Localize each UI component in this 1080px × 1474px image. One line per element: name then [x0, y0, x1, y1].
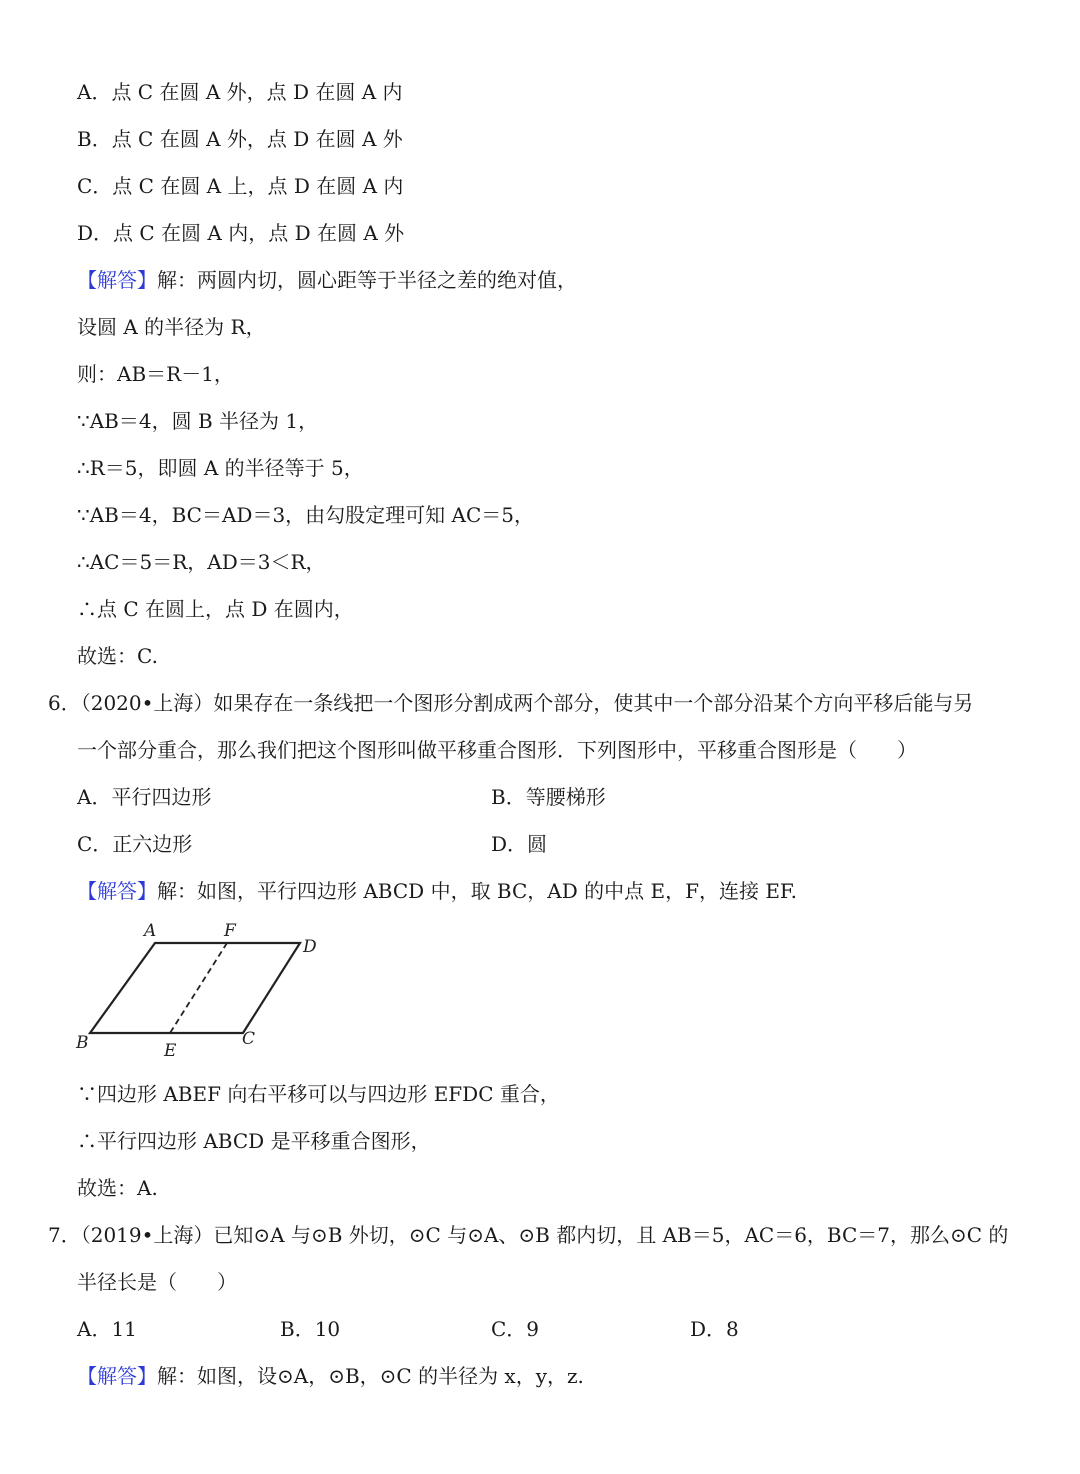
parallelogram-figure	[70, 918, 330, 1058]
q6-option-d: D．圆	[491, 832, 548, 856]
label-e: E	[164, 1041, 177, 1058]
parallelogram-abcd	[90, 943, 300, 1033]
label-d: D	[303, 937, 317, 957]
label-a: A	[144, 921, 157, 941]
solution-text: 解：如图，平行四边形 ABCD 中，取 BC，AD 的中点 E，F，连接 EF.	[157, 879, 798, 903]
q5-solution-line-5: ∴R＝5，即圆 A 的半径等于 5，	[77, 456, 364, 480]
q7-stem-line-1: 7．（2019•上海）已知⊙A 与⊙B 外切，⊙C 与⊙A、⊙B 都内切，且 AB＝5，AC＝6，BC＝7，那么⊙C 的	[48, 1223, 1009, 1247]
q5-solution-line-9: 故选：C.	[77, 644, 158, 668]
q6-solution-line-2: ∵四边形 ABEF 向右平移可以与四边形 EFDC 重合，	[77, 1082, 560, 1106]
q6-solution-line-3: ∴平行四边形 ABCD 是平移重合图形，	[77, 1129, 431, 1153]
q7-option-c: C．9	[491, 1317, 540, 1341]
q5-solution-line-3: 则：AB＝R－1，	[77, 362, 234, 386]
q5-solution-line-1	[77, 266, 577, 294]
q7-option-b: B．10	[280, 1317, 341, 1341]
q7-option-d: D．8	[690, 1317, 739, 1341]
solution-text: 解：如图，设⊙A，⊙B，⊙C 的半径为 x，y，z.	[157, 1364, 584, 1388]
solution-text: 解：两圆内切，圆心距等于半径之差的绝对值，	[157, 268, 577, 292]
q5-solution-line-2: 设圆 A 的半径为 R，	[77, 315, 266, 339]
q6-solution-line-4: 故选：A.	[77, 1176, 158, 1200]
answer-tag: 【解答】	[77, 268, 157, 292]
label-b: B	[76, 1033, 89, 1053]
q5-option-c: C．点 C 在圆 A 上，点 D 在圆 A 内	[77, 174, 404, 198]
q5-solution-line-8: ∴点 C 在圆上，点 D 在圆内，	[77, 597, 354, 621]
q7-option-a: A．11	[77, 1317, 137, 1341]
answer-tag: 【解答】	[77, 1364, 157, 1388]
q5-option-a: A．点 C 在圆 A 外，点 D 在圆 A 内	[77, 80, 403, 104]
q6-solution-line-1	[77, 877, 797, 905]
q6-option-b: B．等腰梯形	[491, 785, 606, 809]
q7-stem-line-2: 半径长是（ ）	[77, 1270, 237, 1294]
label-f: F	[224, 921, 236, 941]
q6-stem-line-2: 一个部分重合，那么我们把这个图形叫做平移重合图形．下列图形中，平移重合图形是（ ）	[77, 738, 917, 762]
q5-solution-line-7: ∴AC＝5＝R，AD＝3＜R，	[77, 550, 326, 574]
q5-solution-line-6: ∵AB＝4，BC＝AD＝3，由勾股定理可知 AC＝5，	[77, 503, 534, 527]
q6-stem-line-1: 6．（2020•上海）如果存在一条线把一个图形分割成两个部分，使其中一个部分沿某个方向平移后能与另	[48, 691, 974, 715]
q5-option-b: B．点 C 在圆 A 外，点 D 在圆 A 外	[77, 127, 403, 151]
q5-solution-line-4: ∵AB＝4，圆 B 半径为 1，	[77, 409, 319, 433]
dashed-segment-ef	[170, 943, 227, 1033]
q6-option-a: A．平行四边形	[77, 785, 212, 809]
label-c: C	[242, 1029, 256, 1049]
answer-tag: 【解答】	[77, 879, 157, 903]
q6-option-c: C．正六边形	[77, 832, 193, 856]
q7-solution-line-1	[77, 1362, 584, 1390]
q5-option-d: D．点 C 在圆 A 内，点 D 在圆 A 外	[77, 221, 405, 245]
